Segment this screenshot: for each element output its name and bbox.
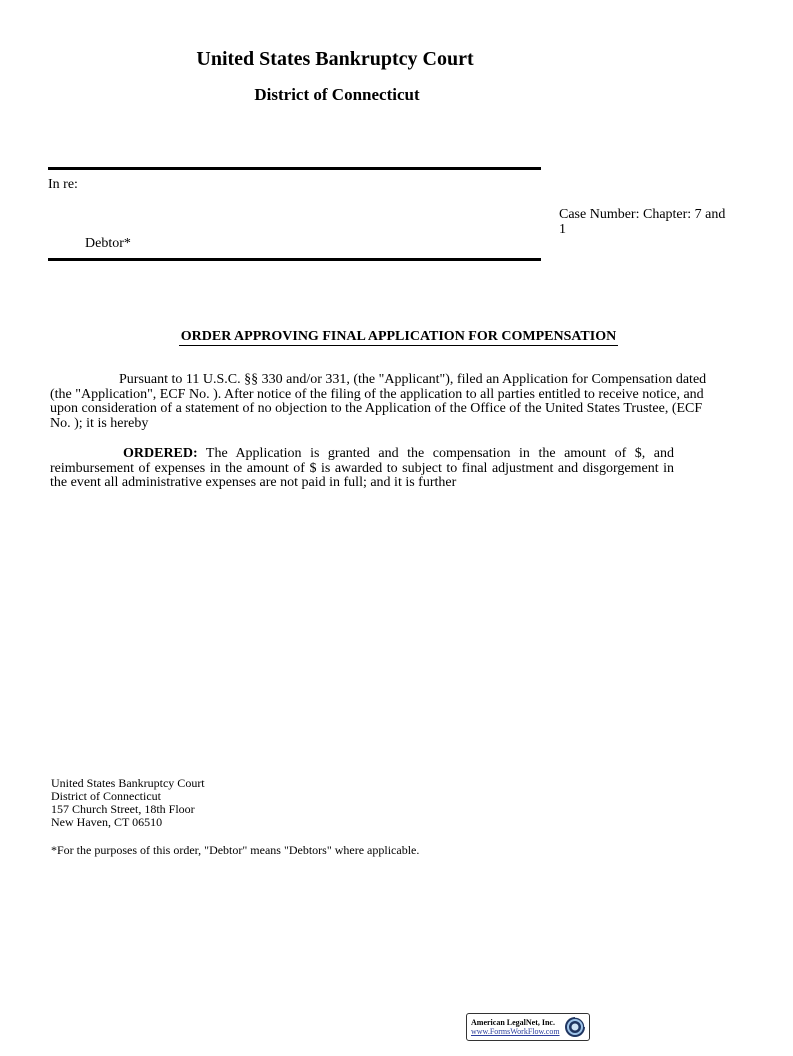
badge-url-link[interactable]: www.FormsWorkFlow.com: [471, 1027, 560, 1036]
badge-text: [471, 1018, 560, 1036]
order-paragraph-2: [50, 447, 674, 491]
in-re-label: In re:: [48, 177, 78, 192]
address-line: 157 Church Street, 18th Floor: [51, 802, 195, 816]
case-number-text: Case Number: Chapter: 7 and 1: [559, 207, 726, 237]
caption-top-rule: [48, 167, 541, 170]
paragraph-2-text: The Application is granted and the compensation in the amount of $, and reimbursement of expenses in the amount of $ is awarded to subject to final adjustment and disgorgement in the event all administrative expenses are not paid in full; and it is further: [50, 446, 674, 490]
order-title-text: ORDER APPROVING FINAL APPLICATION FOR COMPENSATION: [180, 329, 617, 344]
court-title: United States Bankruptcy Court: [196, 48, 474, 70]
caption-bottom-rule: [48, 258, 541, 261]
order-title: [0, 329, 793, 345]
order-paragraph-1: [50, 373, 717, 431]
court-address: [51, 777, 205, 829]
debtor-footnote: *For the purposes of this order, "Debtor" means "Debtors" where applicable.: [51, 843, 420, 857]
address-line: District of Connecticut: [51, 789, 161, 803]
badge-company: American LegalNet, Inc.: [471, 1018, 555, 1027]
debtor-label: Debtor*: [85, 236, 131, 251]
district-title: District of Connecticut: [254, 85, 420, 104]
ordered-label: ORDERED:: [123, 446, 198, 461]
address-line: United States Bankruptcy Court: [51, 776, 205, 790]
globe-logo-icon: [564, 1016, 586, 1038]
case-number-block: [559, 207, 734, 237]
forms-workflow-badge[interactable]: [466, 1013, 590, 1041]
paragraph-1-text: Pursuant to 11 U.S.C. §§ 330 and/or 331, (the "Applicant"), filed an Application for Compensation dated (the "Application", ECF No. ). After notice of the filing of the application to all parties entitled to receive notice, and upon consideration of a statement of no objection to the Application of the Office of the United States Trustee, (ECF No. ); it is hereby: [50, 372, 707, 431]
address-line: New Haven, CT 06510: [51, 815, 163, 829]
